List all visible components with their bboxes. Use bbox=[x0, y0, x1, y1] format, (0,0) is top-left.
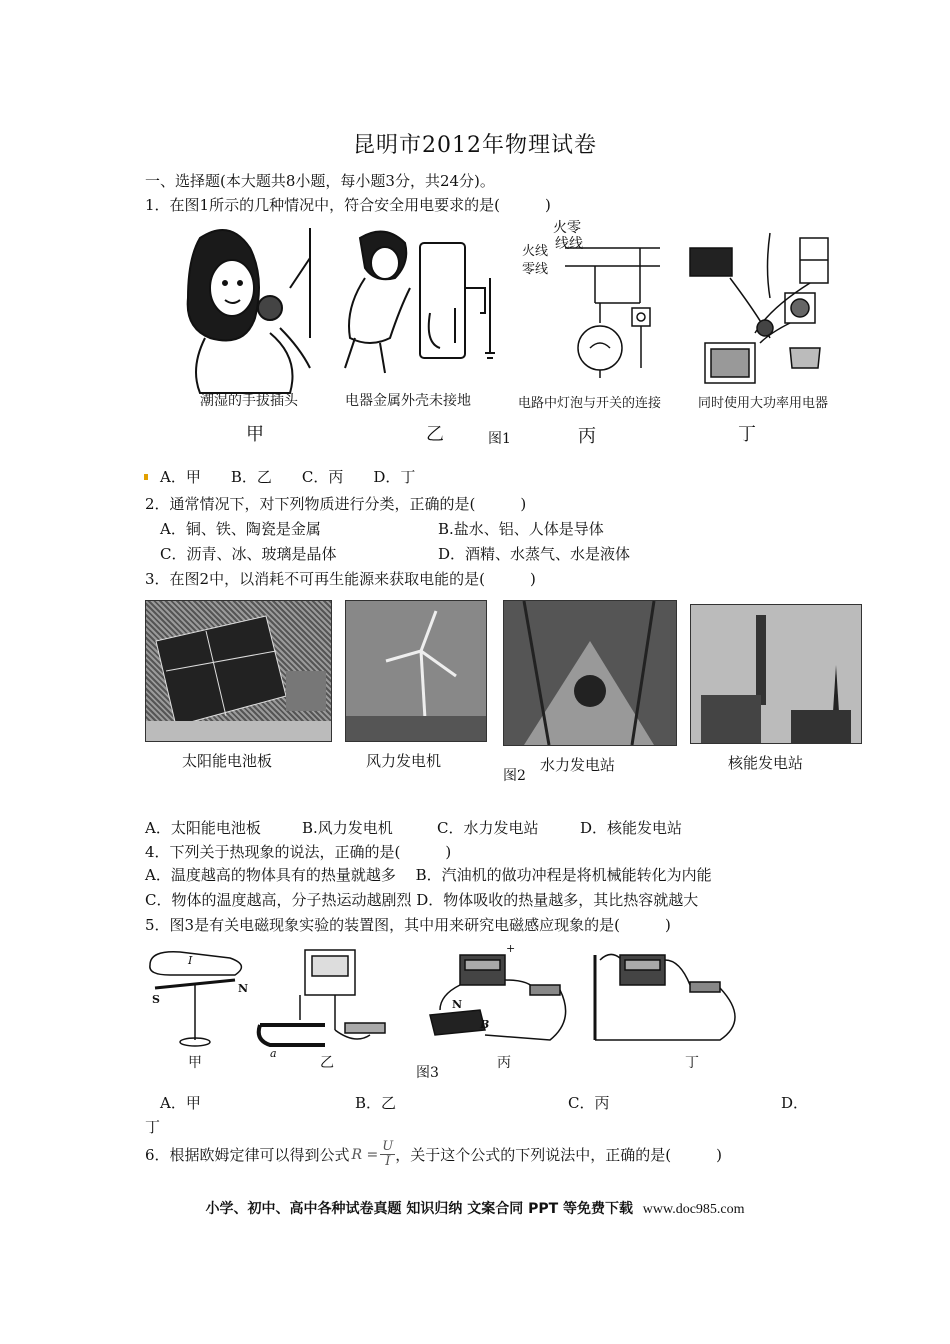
hydro-caption: 水力发电站 bbox=[540, 756, 616, 774]
neutral-wire-label: 零线 bbox=[522, 262, 549, 277]
north-pole-label: N bbox=[238, 982, 249, 995]
q2-option-b: B.盐水、铝、人体是导体 bbox=[438, 520, 604, 538]
setup-ding bbox=[595, 954, 735, 1040]
q6-stem-post: ，关于这个公式的下列说法中，正确的是( ) bbox=[395, 1146, 722, 1164]
conductor-a-label: a bbox=[270, 1047, 277, 1060]
figure-1-drawings bbox=[170, 218, 860, 448]
figure-1 bbox=[170, 218, 860, 448]
south-pole-label: S bbox=[152, 993, 160, 1006]
q3-option-a: A．太阳能电池板 bbox=[145, 819, 261, 837]
q5-option-d-wrap: 丁 bbox=[145, 1118, 161, 1136]
solar-caption: 太阳能电池板 bbox=[182, 752, 273, 770]
wind-turbine-photo bbox=[345, 600, 487, 742]
setup-ding-letter: 丁 bbox=[685, 1055, 699, 1071]
q2-option-c: C．沥青、冰、玻璃是晶体 bbox=[160, 545, 337, 563]
panel-ding-caption: 同时使用大功率用电器 bbox=[698, 396, 829, 411]
footer-text: 小学、初中、高中各种试卷真题 知识归纳 文案合同 PPT 等免费下载 bbox=[205, 1201, 634, 1217]
live-wire-label: 火线 bbox=[522, 244, 549, 259]
q1-options: A．甲 B．乙 C．丙 D．丁 bbox=[160, 468, 416, 486]
q6-formula-r: R = bbox=[351, 1146, 379, 1163]
q6-formula-numerator: U bbox=[382, 1139, 394, 1154]
figure-3-caption: 图3 bbox=[416, 1065, 439, 1081]
setup-jia bbox=[150, 952, 242, 1046]
q4-options-ab: A．温度越高的物体具有的热量就越多 B．汽油机的做功冲程是将机械能转化为内能 bbox=[145, 866, 712, 884]
q6-formula-fraction bbox=[380, 1140, 395, 1169]
bing-north-label: N bbox=[452, 998, 463, 1011]
page-title: 昆明市2012年物理试卷 bbox=[353, 133, 597, 158]
panel-yi-letter: 乙 bbox=[426, 424, 444, 445]
q6-formula-denominator: I bbox=[385, 1154, 391, 1169]
q5-option-b: B．乙 bbox=[355, 1094, 397, 1112]
q5-option-a: A．甲 bbox=[160, 1094, 201, 1112]
panel-bing-letter: 丙 bbox=[578, 426, 596, 447]
q6-stem-pre: 6．根据欧姆定律可以得到公式 bbox=[145, 1146, 350, 1164]
q2-option-d: D．酒精、水蒸气、水是液体 bbox=[438, 545, 631, 563]
panel-yi-illustration bbox=[345, 232, 495, 373]
setup-bing-letter: 丙 bbox=[497, 1055, 511, 1071]
setup-jia-letter: 甲 bbox=[188, 1055, 202, 1071]
figure-1-caption: 图1 bbox=[488, 431, 511, 447]
q3-stem: 3．在图2中，以消耗不可再生能源来获取电能的是( ) bbox=[145, 570, 536, 588]
panel-bing-circuit bbox=[565, 248, 660, 378]
q4-stem: 4．下列关于热现象的说法，正确的是( ) bbox=[145, 843, 452, 861]
panel-ding-letter: 丁 bbox=[738, 424, 756, 445]
setup-yi-letter: 乙 bbox=[320, 1055, 334, 1071]
mark-dot bbox=[144, 474, 148, 480]
q3-option-d: D．核能发电站 bbox=[580, 819, 683, 837]
q3-option-b: B.风力发电机 bbox=[302, 819, 393, 837]
footer bbox=[0, 1198, 950, 1218]
section-heading: 一、选择题(本大题共8小题，每小题3分，共24分)。 bbox=[145, 172, 495, 190]
setup-yi bbox=[259, 950, 385, 1045]
fire-neutral-label: 火零 bbox=[553, 220, 581, 236]
wind-caption: 风力发电机 bbox=[366, 752, 442, 770]
footer-url[interactable]: www.doc985.com bbox=[642, 1202, 745, 1217]
q2-option-a: A．铜、铁、陶瓷是金属 bbox=[160, 520, 321, 538]
q5-option-c: C．丙 bbox=[568, 1094, 610, 1112]
nuclear-station-photo bbox=[690, 604, 862, 744]
bing-b-label: B bbox=[480, 1018, 490, 1031]
hydro-station-photo bbox=[503, 600, 677, 746]
wires-label: 线线 bbox=[555, 236, 583, 252]
q2-stem: 2．通常情况下，对下列物质进行分类，正确的是( ) bbox=[145, 495, 527, 513]
q1-stem: 1．在图1所示的几种情况中，符合安全用电要求的是( ) bbox=[145, 196, 551, 214]
panel-yi-wire-labels bbox=[553, 220, 583, 252]
q5-stem: 5．图3是有关电磁现象实验的装置图，其中用来研究电磁感应现象的是( ) bbox=[145, 916, 671, 934]
current-label: I bbox=[188, 954, 193, 967]
panel-jia-letter: 甲 bbox=[246, 424, 264, 445]
q6-stem bbox=[145, 1140, 722, 1169]
figure-2-caption: 图2 bbox=[503, 768, 526, 784]
panel-jia-illustration bbox=[188, 228, 310, 393]
battery-plus-label: + bbox=[506, 942, 516, 955]
figure-3 bbox=[140, 940, 770, 1081]
panel-ding-appliances bbox=[690, 233, 828, 383]
setup-bing bbox=[430, 955, 566, 1040]
q5-option-d: D． bbox=[781, 1094, 809, 1112]
q3-option-c: C．水力发电站 bbox=[437, 819, 539, 837]
q4-options-cd: C．物体的温度越高，分子热运动越剧烈 D．物体吸收的热量越多，其比热容就越大 bbox=[145, 891, 699, 909]
panel-yi-caption: 电器金属外壳未接地 bbox=[345, 393, 471, 409]
panel-jia-caption: 潮湿的手拔插头 bbox=[200, 393, 298, 409]
solar-panel-photo bbox=[145, 600, 332, 742]
nuclear-caption: 核能发电站 bbox=[728, 754, 804, 772]
panel-bing-caption: 电路中灯泡与开关的连接 bbox=[518, 396, 662, 411]
